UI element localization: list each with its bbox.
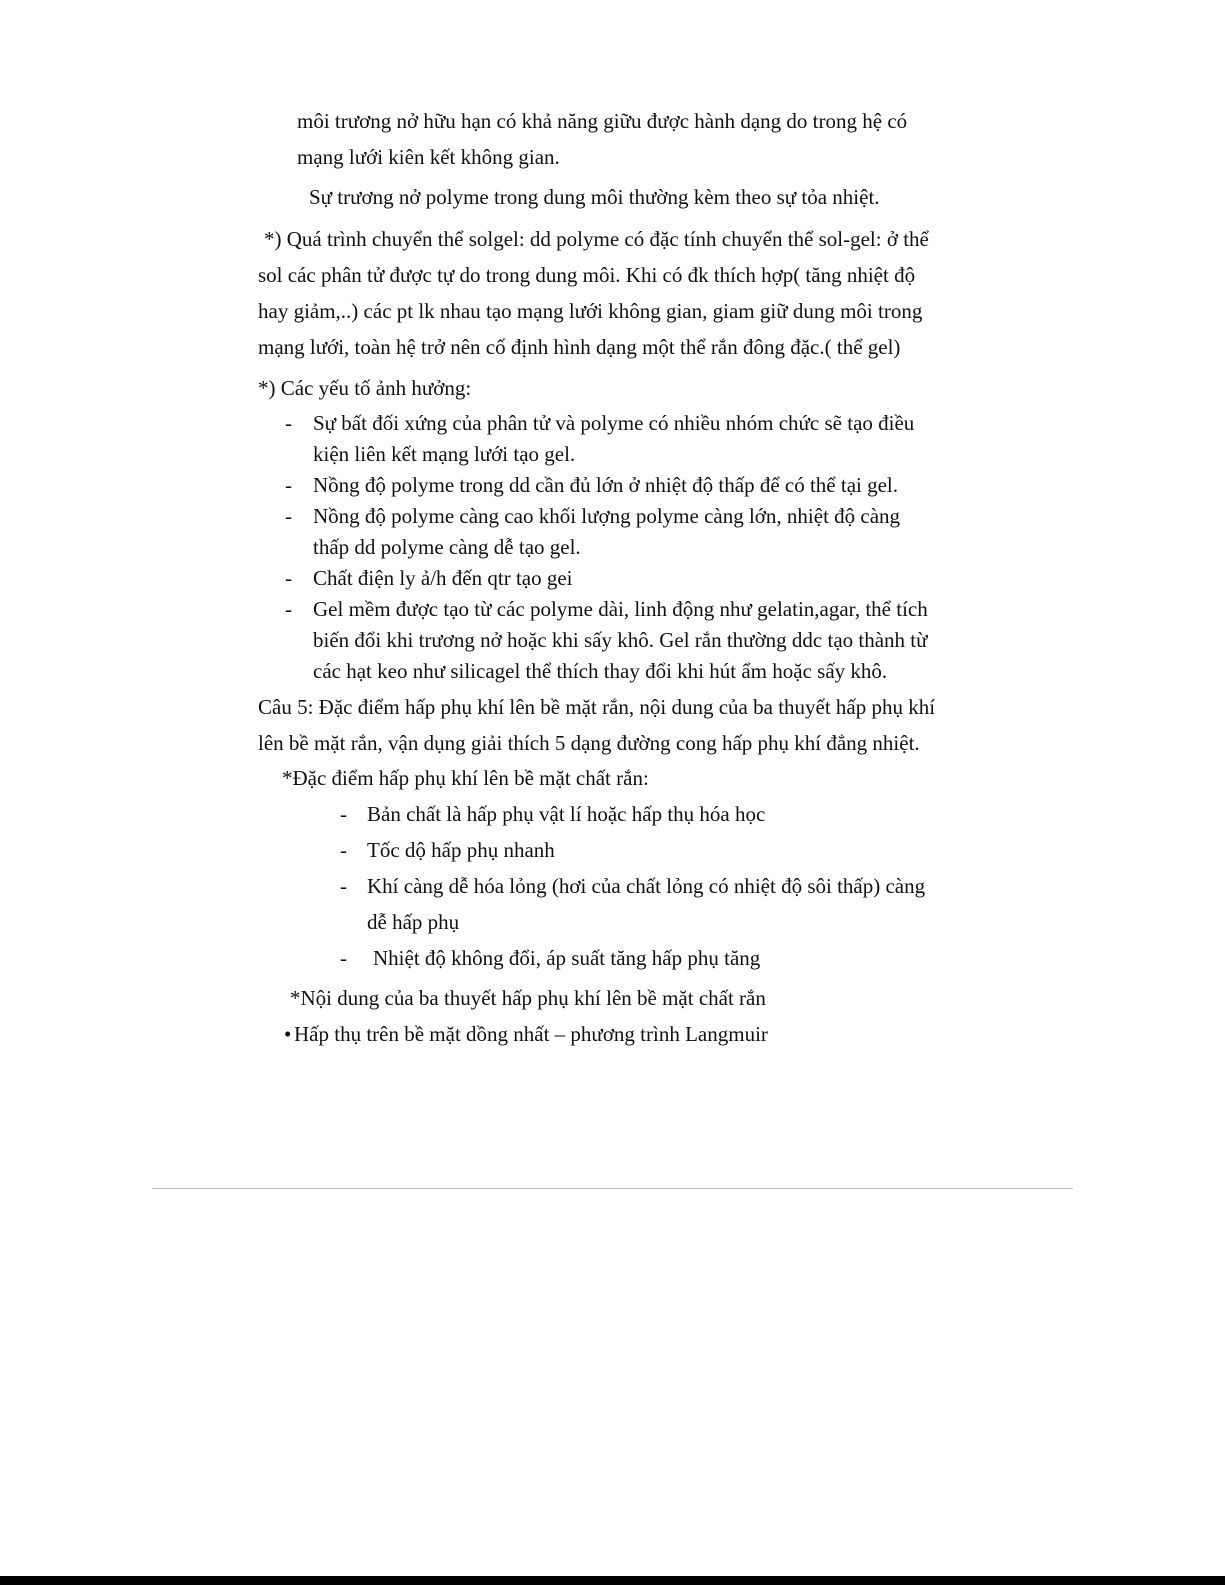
list-item: Gel mềm được tạo từ các polyme dài, linh động như gelatin,agar, thể tích (313, 597, 928, 621)
list-item: Tốc dộ hấp phụ nhanh (367, 838, 555, 862)
list-dash: - (340, 946, 347, 970)
bullet-item: Hấp thụ trên bề mặt dồng nhất – phương trình Langmuir (294, 1022, 768, 1046)
question-heading-continuation: lên bề mặt rắn, vận dụng giải thích 5 dạng đường cong hấp phụ khí đẳng nhiệt. (258, 731, 920, 755)
list-dash: - (340, 874, 347, 898)
page-divider (152, 1188, 1073, 1189)
question-heading: Câu 5: Đặc điểm hấp phụ khí lên bề mặt rắn, nội dung của ba thuyết hấp phụ khí (258, 695, 936, 719)
list-item: Sự bất đối xứng của phân tử và polyme có nhiều nhóm chức sẽ tạo điều (313, 411, 915, 435)
text-line: sol các phân tử được tự do trong dung môi. Khi có đk thích hợp( tăng nhiệt độ (258, 263, 916, 287)
list-item: Nồng độ polyme càng cao khối lượng polyme càng lớn, nhiệt độ càng (313, 504, 901, 528)
list-item-continuation: biến đổi khi trương nở hoặc khi sấy khô. Gel rắn thường ddc tạo thành từ (313, 628, 928, 652)
list-item-continuation: dễ hấp phụ (367, 910, 460, 934)
list-item: Nhiệt độ không đổi, áp suất tăng hấp phụ tăng (373, 946, 761, 970)
list-dash: - (340, 802, 347, 826)
list-item: Khí càng dễ hóa lỏng (hơi của chất lỏng có nhiệt độ sôi thấp) càng (367, 874, 926, 898)
list-item-continuation: thấp dd polyme càng dễ tạo gel. (313, 535, 581, 559)
list-dash: - (285, 597, 292, 621)
text-line: hay giảm,..) các pt lk nhau tạo mạng lưới không gian, giam giữ dung môi trong (258, 299, 923, 323)
list-item: Bản chất là hấp phụ vật lí hoặc hấp thụ hóa học (367, 802, 766, 826)
list-item-continuation: kiện liên kết mạng lưới tạo gel. (313, 442, 576, 466)
text-line: *) Quá trình chuyển thể solgel: dd polyme có đặc tính chuyển thể sol-gel: ở thể (264, 227, 929, 251)
list-dash: - (285, 473, 292, 497)
list-dash: - (285, 411, 292, 435)
text-line: môi trương nở hữu hạn có khả năng giữu được hành dạng do trong hệ có (297, 109, 908, 133)
list-item-continuation: các hạt keo như silicagel thể thích thay đổi khi hút ẩm hoặc sấy khô. (313, 659, 888, 683)
list-dash: - (340, 838, 347, 862)
list-item: Chất điện ly ả/h đến qtr tạo gei (313, 566, 573, 590)
subsection-heading: *Nội dung của ba thuyết hấp phụ khí lên bề mặt chất rắn (290, 986, 766, 1010)
bottom-edge-bar (0, 1576, 1225, 1585)
text-line: mạng lưới kiên kết không gian. (297, 145, 560, 169)
subsection-heading: *Đặc điểm hấp phụ khí lên bề mặt chất rắn: (282, 766, 649, 790)
text-line: mạng lưới, toàn hệ trở nên cố định hình dạng một thể rắn đông đặc.( thể gel) (258, 335, 901, 359)
list-dash: - (285, 566, 292, 590)
list-dash: - (285, 504, 292, 528)
text-line: Sự trương nở polyme trong dung môi thường kèm theo sự tỏa nhiệt. (309, 185, 880, 209)
list-item: Nồng độ polyme trong dd cần đủ lớn ở nhiệt độ thấp để có thể tại gel. (313, 473, 899, 497)
bullet-icon: • (284, 1022, 292, 1046)
section-heading: *) Các yếu tố ảnh hưởng: (258, 376, 472, 400)
